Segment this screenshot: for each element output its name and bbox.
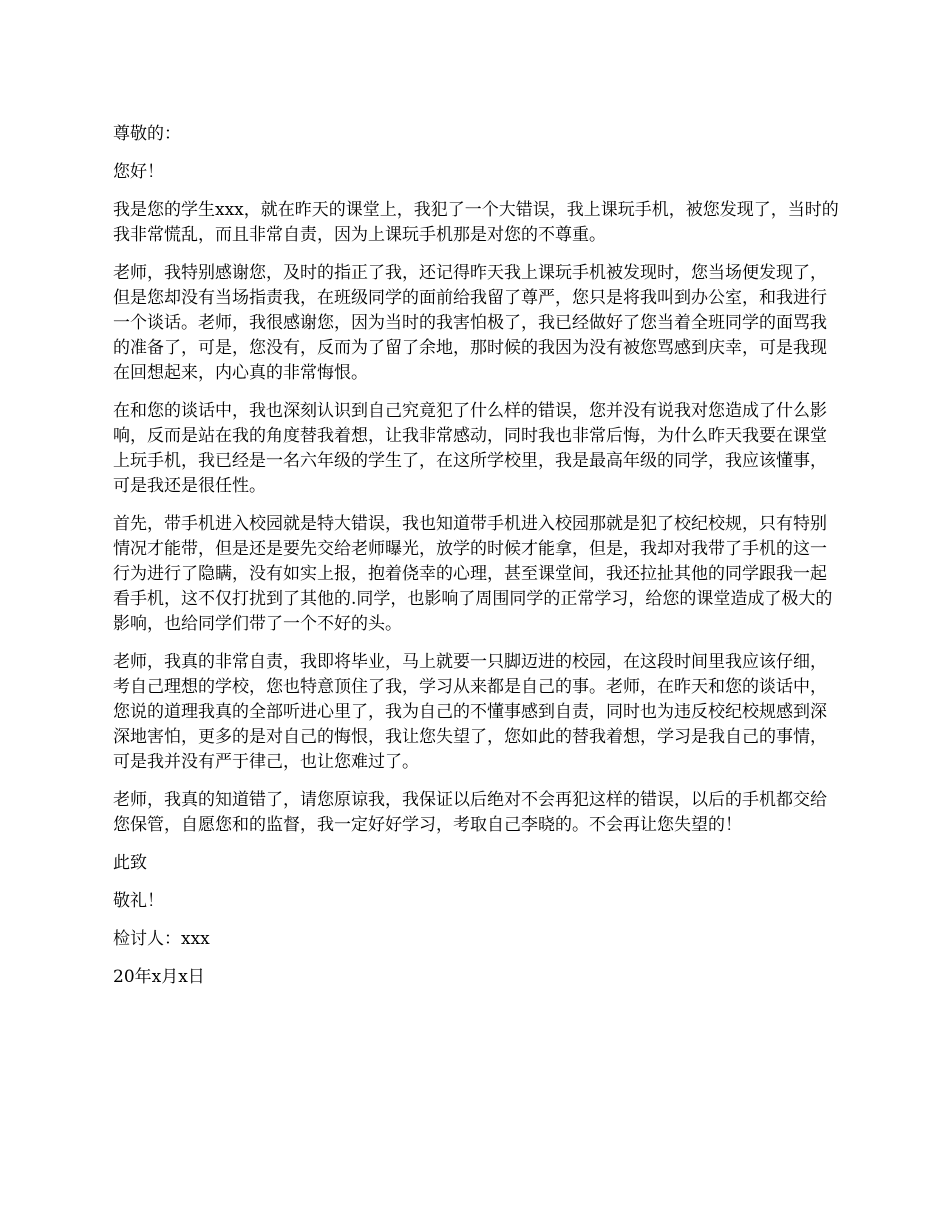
paragraph-5: 老师，我真的非常自责，我即将毕业，马上就要一只脚迈进的校园，在这段时间里我应该仔细，考自己理想的学校，您也特意顶住了我，学习从来都是自己的事。老师，在昨天和您的谈话中，您说的道理我真的全部听进心里了，我为自己的不懂事感到自责，同时也为违反校纪校规感到深深地害怕，更多的是对自己的悔恨，我让您失望了，您如此的替我着想，学习是我自己的事情，可是我并没有严于律己，也让您难过了。	[113, 652, 827, 772]
paragraph-2: 老师，我特别感谢您，及时的指正了我，还记得昨天我上课玩手机被发现时，您当场便发现了，但是您却没有当场指责我，在班级同学的面前给我留了尊严，您只是将我叫到办公室，和我进行一个谈话。老师，我很感谢您，因为当时的我害怕极了，我已经做好了您当着全班同学的面骂我的准备了，可是，您没有，反而为了留了余地，那时候的我因为没有被您骂感到庆幸，可是我现在回想起来，内心真的非常悔恨。	[113, 263, 827, 383]
paragraph-3: 在和您的谈话中，我也深刻认识到自己究竟犯了什么样的错误，您并没有说我对您造成了什么影响，反而是站在我的角度替我着想，让我非常感动，同时我也非常后悔，为什么昨天我要在课堂上玩手机，我已经是一名六年级的学生了，在这所学校里，我是最高年级的同学，我应该懂事，可是我还是很任性。	[113, 401, 827, 496]
paragraph-1: 我是您的学生xxx，就在昨天的课堂上，我犯了一个大错误，我上课玩手机，被您发现了，当时的我非常慌乱，而且非常自责，因为上课玩手机那是对您的不尊重。	[113, 200, 839, 245]
paragraph-4: 首先，带手机进入校园就是特大错误，我也知道带手机进入校园那就是犯了校纪校规，只有特别情况才能带，但是还是要先交给老师曝光，放学的时候才能拿，但是，我却对我带了手机的这一行为进行了隐瞒，没有如实上报，抱着侥幸的心理，甚至课堂间，我还拉扯其他的同学跟我一起看手机，这不仅打扰到了其他的.同学，也影响了周围同学的正常学习，给您的课堂造成了极大的影响，也给同学们带了一个不好的头。	[113, 514, 833, 634]
salutation: 尊敬的：	[113, 124, 181, 144]
closing-line-2: 敬礼！	[113, 891, 164, 911]
greeting: 您好！	[113, 162, 164, 182]
paragraph-6: 老师，我真的知道错了，请您原谅我，我保证以后绝对不会再犯这样的错误，以后的手机都交给您保管，自愿您和的监督，我一定好好学习，考取自己李晓的。不会再让您失望的！	[113, 790, 827, 835]
letter-body	[113, 122, 843, 1003]
closing-line-1: 此致	[113, 853, 147, 873]
signature: 检讨人：xxx	[113, 929, 210, 949]
date: 20年x月x日	[113, 967, 205, 987]
